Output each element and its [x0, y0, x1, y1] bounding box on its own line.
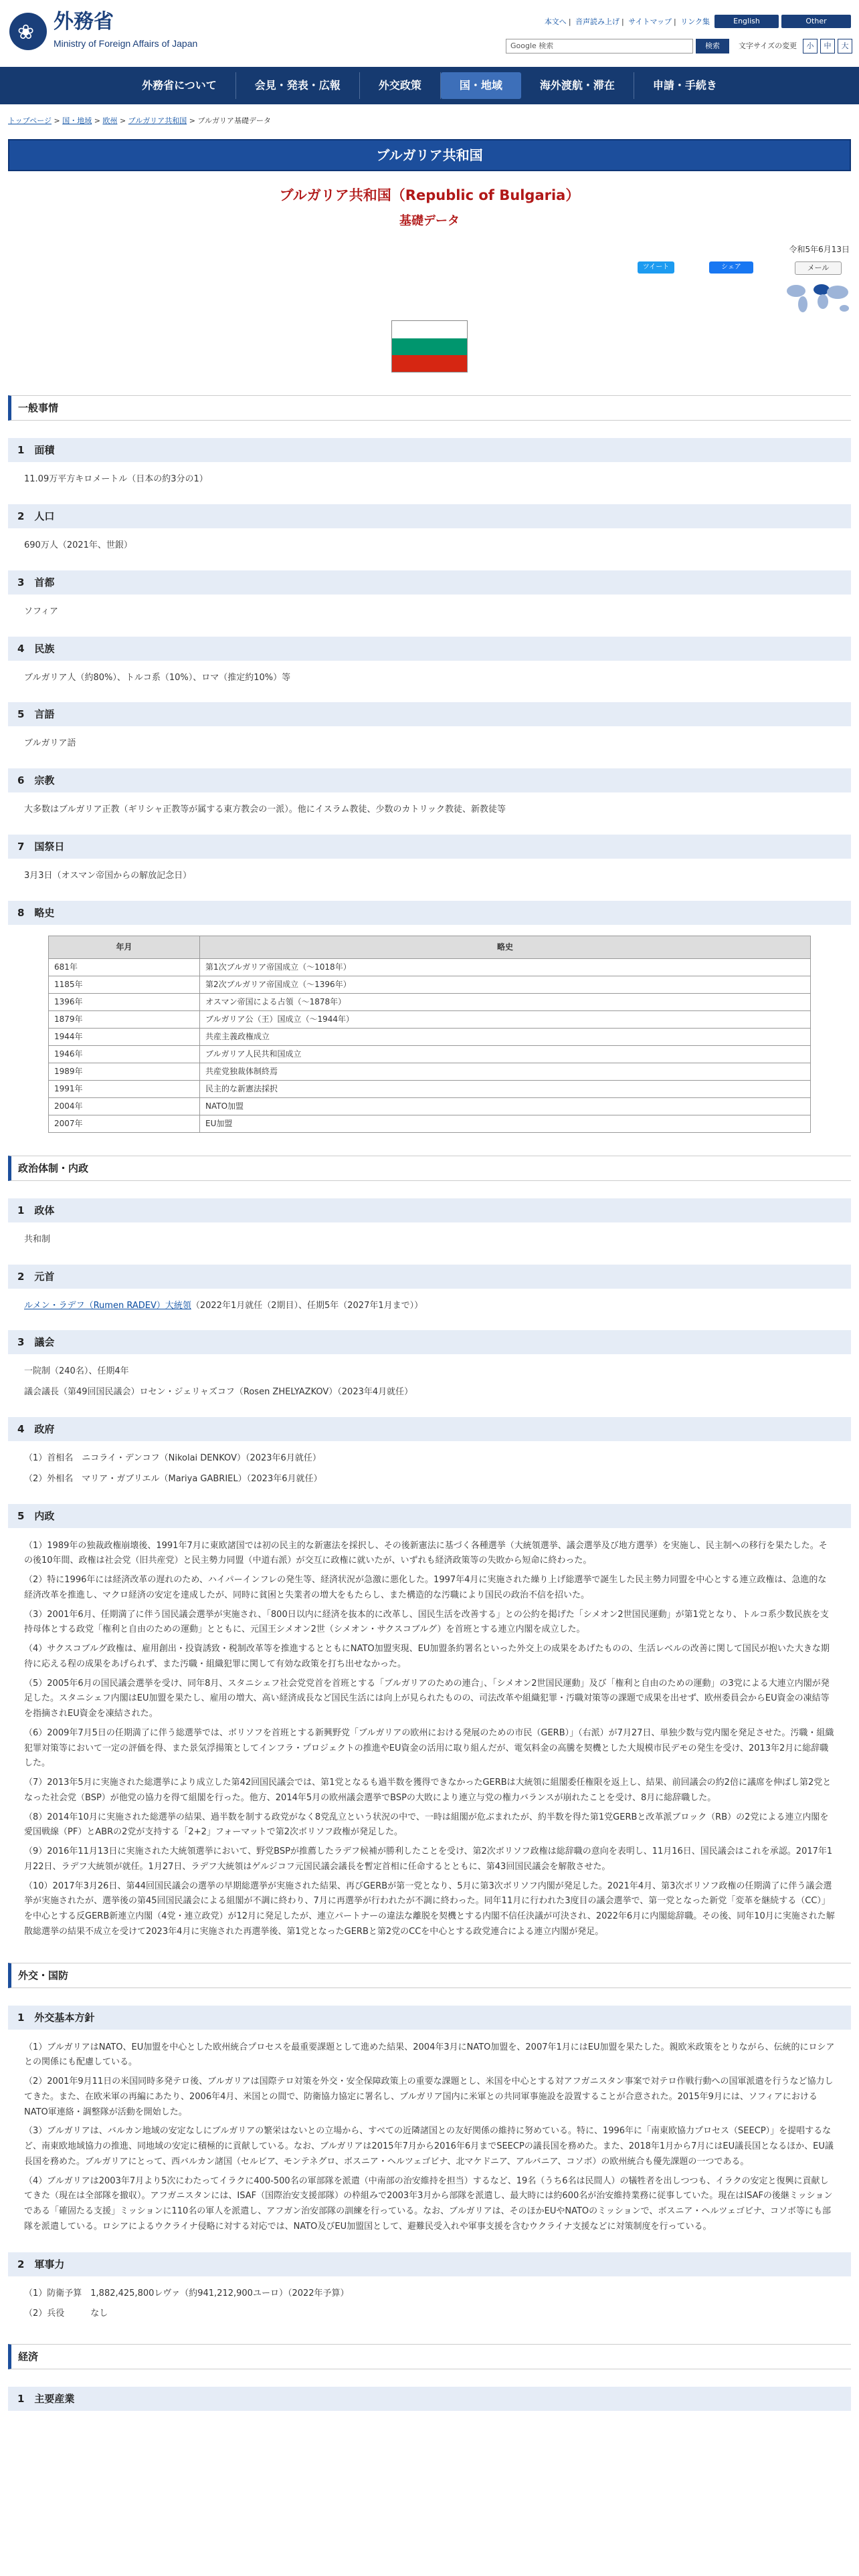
- section-general: [0, 395, 859, 1133]
- item-text: ブルガリア人（約80%）、トルコ系（10%）、ロマ（推定約10%）等: [24, 672, 291, 683]
- history-event-cell: ブルガリア公（王）国成立（～1944年）: [200, 1010, 811, 1028]
- section-title-diplomacy: 外交・国防: [8, 1963, 851, 1988]
- english-button[interactable]: English: [714, 15, 779, 28]
- section-economy: [0, 2344, 859, 2411]
- util-link-links[interactable]: リンク集: [680, 17, 710, 26]
- bulgaria-flag: [391, 320, 468, 372]
- table-row: [49, 1028, 811, 1045]
- paragraph: （4）サクスコブルグ政権は、雇用創出・投資誘致・税制改革等を推進するとともにNATO加盟実現、EU加盟条約署名といった外交上の成果をあげたものの、生活レベルの改善に関して国民が抱いた大きな期待に応える程の成果をあげられず、また汚職・組織犯罪に関して有効な政策を打ち出せなかった。: [24, 1644, 830, 1669]
- history-year-cell: 1396年: [49, 993, 200, 1010]
- breadcrumb-current: ブルガリア基礎データ: [197, 116, 272, 125]
- site-header: [0, 0, 859, 67]
- nav-about[interactable]: 外務省について: [123, 72, 236, 99]
- facebook-share-button[interactable]: シェア: [709, 261, 753, 274]
- item-general: [0, 438, 859, 487]
- mail-button[interactable]: メール: [795, 261, 842, 275]
- table-row: [49, 1115, 811, 1132]
- item-general: [0, 570, 859, 619]
- global-nav: [0, 67, 859, 104]
- item-text: （1）首相名 ニコライ・デンコフ（Nikolai DENKOV）（2023年6月就任）: [24, 1453, 321, 1463]
- item-industry: [0, 2387, 859, 2411]
- history-event-cell: ブルガリア人民共和国成立: [200, 1045, 811, 1063]
- font-size-small-button[interactable]: 小: [803, 39, 818, 53]
- item-history: [0, 901, 859, 1133]
- item-text: 一院制（240名）、任期4年: [24, 1366, 129, 1377]
- paragraph: （4）ブルガリアは2003年7月より5次にわたってイラクに400-500名の軍部隊を派遣（中南部の治安維持を担当）するなど、19名（うち6名は民間人）の犠牲者を出しつつも、イラクの安定と復興に貢献してきた（現在は全部隊を撤収）。アフガニスタンには、ISAF（国際治安支援部隊）の枠組みで2003年3月から部隊を派遣し、最大時には約600名が治安維持業務に従事していた。現在はISAFの後継ミッションである「確固たる支援」ミッションに110名の軍人を派遣し、アフガン治安部隊の訓練を行っている。なお、ブルガリアは、そのほかEUやNATOのミッションで、ボスニア・ヘルツェゴビナ、コソボ等にも部隊を派遣している。ロシアによるウクライナ侵略に対する対応では、NATO及びEU加盟国として、避難民受入れや軍事支援を含むウクライナ支援などに対策制度を行っている。: [24, 2175, 833, 2232]
- item-text: 11.09万平方キロメートル（日本の約3分の1）: [24, 474, 208, 485]
- history-year-cell: 1989年: [49, 1063, 200, 1080]
- item-title-government: 4 政府: [8, 1417, 851, 1441]
- history-event-cell: NATO加盟: [200, 1097, 811, 1115]
- history-event-cell: 民主的な新憲法採択: [200, 1080, 811, 1097]
- paragraph: （2）2001年9月11日の米国同時多発テロ後、ブルガリアは国際テロ対策を外交・安全保障政策上の重要な課題とし、米国を中心とする対アフガニスタン事案で対テロ作戦行動への国軍派遣を行うなど協力してきた。また、在欧米軍の再編にあたり、2006年4月、米国との間で、防衛協力協定に署名し、ブルガリア国内に米軍との共同軍事施設を設置することが合意された。2015年9月には、ソフィアにおけるNATO軍連絡・調整隊が活動を開始した。: [24, 2076, 834, 2117]
- item-polity: [0, 1198, 859, 1247]
- history-event-cell: 第1次ブルガリア帝国成立（～1018年）: [200, 958, 811, 976]
- table-row: [49, 976, 811, 993]
- table-row: [49, 1063, 811, 1080]
- item-general: [0, 768, 859, 817]
- table-row: [49, 1080, 811, 1097]
- section-diplomacy: [0, 1963, 859, 2322]
- paragraph: （1）ブルガリアはNATO、EU加盟を中心とした欧州統合プロセスを最重要課題として進めた結果、2004年3月にNATO加盟を、2007年1月にはEU加盟を果たした。親欧米政策をとりながら、伝統的にロシアとの関係にも配慮している。: [24, 2042, 835, 2068]
- item-text: 議会議長（第49回国民議会）ロセン・ジェリャズコフ（Rosen ZHELYAZKOV）（2023年4月就任）: [24, 1387, 413, 1398]
- item-text: ブルガリア語: [24, 738, 76, 749]
- item-title: 5 言語: [8, 702, 851, 726]
- nav-policy[interactable]: 外交政策: [360, 72, 441, 99]
- paragraph: （1）1989年の独裁政権崩壊後、1991年7月に東欧諸国では初の民主的な新憲法を採択し、その後新憲法に基づく各種選挙（大統領選挙、議会選挙及び地方選挙）を実施し、民主制への移行を果たした。その後10年間、政権は社会党（旧共産党）と民主勢力同盟（中道右派）が交互に政権に就いたが、いずれも経済政策等の失敗から短命に終わった。: [24, 1540, 828, 1566]
- page-subtitle: 基礎データ: [399, 214, 460, 229]
- section-politics: [0, 1156, 859, 1940]
- paragraph: （8）2014年10月に実施された総選挙の結果、過半数を制する政党がなく8党乱立という状況の中で、一時は組閣が危ぶまれたが、約半数を得た第1党GERBと改革派ブロック（RB）の2党による連立内閣を愛国戦線（PF）とABRの2党が支持する「2+2」フォーマットで第2次ボリソフ政権が発足した。: [24, 1812, 829, 1838]
- table-row: [49, 1045, 811, 1063]
- paragraph: （2）特に1996年には経済改革の遅れのため、ハイパーインフレの発生等、経済状況が急激に悪化した。1997年4月に実施された繰り上げ総選挙で誕生した民主勢力同盟を中心とする連立政権は、急進的な経済改革を推進し、マクロ経済の安定を達成したが、同時に貧困と失業者の増大をもたらし、また構造的な汚職により国民の政治不信を招いた。: [24, 1575, 827, 1600]
- history-event-cell: オスマン帝国による占領（～1878年）: [200, 993, 811, 1010]
- item-title-military: 2 軍事力: [8, 2252, 851, 2276]
- paragraph: （3）ブルガリアは、バルカン地域の安定なしにブルガリアの繁栄はないとの立場から、すべての近隣諸国との友好関係の維持に努めている。特に、1996年に「南東欧協力プロセス（SEECP）」を提唱するなど、南東欧地域協力の推進、同地域の安定に積極的に貢献している。なお、ブルガリアは2015年7月から2016年6月までSEECPの議長国を務めた。また、2018年1月から7月にはEU議長国となるほか、EU議長国を務めた。ブルガリアにとって、西バルカン諸国（セルビア、モンテネグロ、ボスニア・ヘルツェゴビナ、北マケドニア、アルバニア、コソボ）の欧州統合も優先課題の一つである。: [24, 2126, 834, 2167]
- item-text: 690万人（2021年、世銀）: [24, 540, 132, 550]
- item-title-domestic: 5 内政: [8, 1504, 851, 1528]
- history-table: [48, 936, 811, 1133]
- font-size-medium-button[interactable]: 中: [820, 39, 835, 53]
- history-year-cell: 1944年: [49, 1028, 200, 1045]
- history-header-year: 年月: [49, 936, 200, 958]
- utility-links: 本文へ | 音声読み上げ | サイトマップ | リンク集: [544, 17, 710, 26]
- item-text: 3月3日（オスマン帝国からの解放記念日）: [24, 870, 192, 881]
- world-map-icon: [783, 279, 852, 316]
- item-title-parliament: 3 議会: [8, 1330, 851, 1354]
- util-link-main[interactable]: 本文へ: [544, 17, 567, 26]
- emblem-icon: [9, 13, 47, 50]
- history-year-cell: 1879年: [49, 1010, 200, 1028]
- item-text: （2）外相名 マリア・ガブリエル（Mariya GABRIEL）（2023年6月就任）: [24, 1473, 322, 1484]
- item-text: ソフィア: [24, 606, 58, 617]
- item-text: （1）防衛予算 1,882,425,800レヴァ（約941,212,900ユーロ）（2022年予算）: [24, 2288, 349, 2298]
- flag-stripe-white: [392, 321, 467, 338]
- nav-travel[interactable]: 海外渡航・滞在: [521, 72, 634, 99]
- paragraph: （9）2016年11月13日に実施された大統領選挙において、野党BSPが推薦したラデフ候補が勝利したことを受け、第2次ボリソフ政権は総辞職の意向を表明し、11月16日、国民議会はこれを承認。2017年1月22日、ラデフ大統領が就任。1月27日、ラデフ大統領はゲルジコフ元国民議会議長を暫定首相に任命するとともに、第43回国民議会を解散させた。: [24, 1846, 833, 1872]
- logo-subtitle: Ministry of Foreign Affairs of Japan: [54, 38, 198, 49]
- president-link[interactable]: ルメン・ラデフ（Rumen RADEV）大統領: [24, 1300, 191, 1311]
- other-languages-button[interactable]: Other Languages: [781, 15, 851, 28]
- history-event-cell: 共産主義政権成立: [200, 1028, 811, 1045]
- item-military: [0, 2252, 859, 2322]
- publish-date: 令和5年6月13日: [789, 244, 850, 254]
- nav-countries[interactable]: 国・地域: [441, 72, 521, 99]
- nav-press[interactable]: 会見・発表・広報: [236, 72, 360, 99]
- item-title: 6 宗教: [8, 768, 851, 792]
- font-size-label: 文字サイズの変更: [739, 41, 797, 50]
- item-title-history: 8 略史: [8, 901, 851, 925]
- history-event-cell: EU加盟: [200, 1115, 811, 1132]
- history-year-cell: 1991年: [49, 1080, 200, 1097]
- item-government: [0, 1417, 859, 1487]
- item-foreign-policy: [0, 2006, 859, 2235]
- table-row: [49, 1010, 811, 1028]
- search-input[interactable]: Google 検索: [506, 39, 693, 53]
- item-title-foreign-policy: 1 外交基本方針: [8, 2006, 851, 2030]
- paragraph: （5）2005年6月の国民議会選挙を受け、同年8月、スタニシェフ社会党党首を首班とする「ブルガリアのための連合」、「シメオン2世国民運動」及び「権利と自由のための運動」の3党による大連立内閣が発足した。スタニシェフ内閣はEU加盟を果たし、雇用の増大、高い経済成長など国民生活には向上が見られたものの、司法改革や組織犯罪・汚職対策等の課題で成果を出せず、欧州委員会からEU資金の凍結等を指摘されEU資金を凍結された。: [24, 1678, 830, 1719]
- item-title: 1 面積: [8, 438, 851, 462]
- breadcrumb-bulgaria[interactable]: ブルガリア共和国: [128, 116, 187, 125]
- item-title: 4 民族: [8, 637, 851, 661]
- item-title: 7 国祭日: [8, 835, 851, 859]
- section-title-politics: 政治体制・内政: [8, 1156, 851, 1181]
- history-year-cell: 1185年: [49, 976, 200, 993]
- item-text: （2）兵役 なし: [24, 2309, 108, 2319]
- table-row: [49, 1097, 811, 1115]
- item-title-polity: 1 政体: [8, 1198, 851, 1222]
- history-year-cell: 2007年: [49, 1115, 200, 1132]
- util-link-sitemap[interactable]: サイトマップ: [628, 17, 672, 26]
- flag-stripe-red: [392, 355, 467, 372]
- history-event-cell: 共産党独裁体制終焉: [200, 1063, 811, 1080]
- history-year-cell: 1946年: [49, 1045, 200, 1063]
- item-general: [0, 702, 859, 751]
- item-text: 大多数はブルガリア正教（ギリシャ正教等が属する東方教会の一派）。他にイスラム教徒、少数のカトリック教徒、新教徒等: [24, 804, 506, 815]
- item-title-head-of-state: 2 元首: [8, 1265, 851, 1289]
- table-row: [49, 958, 811, 976]
- section-title-general: 一般事情: [8, 395, 851, 421]
- section-title-economy: 経済: [8, 2344, 851, 2369]
- item-head-of-state: [0, 1265, 859, 1313]
- paragraph: （6）2009年7月5日の任期満了に伴う総選挙では、ボリソフを首班とする新興野党「ブルガリアの欧州における発展のための市民（GERB）」（右派）が7月27日、単独少数与党内閣を発足させた。汚職・組織犯罪対策等において一定の評価を得、また景気浮揚策としてインフラ・プロジェクトの推進やEU資金の活用に取り組んだが、電気料金の高騰を契機とした大規模市民デモの発生を受け、2013年2月に総辞職した。: [24, 1727, 834, 1769]
- item-general: [0, 835, 859, 883]
- item-text: 共和制: [24, 1234, 51, 1245]
- site-logo[interactable]: [9, 12, 197, 51]
- breadcrumb-europe[interactable]: 欧州: [102, 116, 118, 125]
- item-title-industry: 1 主要産業: [8, 2387, 851, 2411]
- search-button[interactable]: 検索: [696, 39, 729, 53]
- share-row: [0, 256, 859, 302]
- table-row: [49, 993, 811, 1010]
- util-link-voice[interactable]: 音声読み上げ: [575, 17, 620, 26]
- logo-title: 外務省: [54, 10, 114, 33]
- breadcrumb-top[interactable]: トップページ: [8, 116, 52, 125]
- president-term: （2022年1月就任（2期目）、任期5年（2027年1月まで））: [191, 1300, 423, 1311]
- country-banner: ブルガリア共和国: [8, 139, 851, 171]
- history-year-cell: 2004年: [49, 1097, 200, 1115]
- breadcrumb: トップページ > 国・地域 > 欧州 > ブルガリア共和国 > ブルガリア基礎データ: [8, 116, 272, 125]
- item-domestic: [0, 1504, 859, 1940]
- page-title: ブルガリア共和国（Republic of Bulgaria）: [279, 187, 580, 203]
- breadcrumb-countries[interactable]: 国・地域: [62, 116, 92, 125]
- nav-procedures[interactable]: 申請・手続き: [652, 79, 717, 92]
- history-event-cell: 第2次ブルガリア帝国成立（～1396年）: [200, 976, 811, 993]
- font-size-large-button[interactable]: 大: [838, 39, 852, 53]
- tweet-button[interactable]: ツイート: [638, 261, 674, 274]
- paragraph: （7）2013年5月に実施された総選挙により成立した第42回国民議会では、第1党となるも過半数を獲得できなかったGERBは大統領に組閣委任権限を返上し、結果、前回議会の約2倍に議席を伸ばし第2党となった社会党（BSP）が他党の協力を得て組閣を行った。他方、2014年5月の欧州議会選挙でBSPの大敗により連立与党の権力バランスが崩れたことを受け、8月に総辞職した。: [24, 1778, 832, 1803]
- item-parliament: [0, 1330, 859, 1400]
- flag-stripe-green: [392, 338, 467, 355]
- paragraph: （10）2017年3月26日、第44回国民議会の選挙の早期総選挙が実施された結果、再びGERBが第一党となり、5月に第3次ボリソフ内閣が発足した。2021年4月、第3次ボリソフ政権の任期満了に伴う議会選挙が実施されたが、選挙後の第45回国民議会による組閣が不調に終わり、7月に再選挙が行われたが不調に終わった。同年11月に行われた3度目の議会選挙で、第一党となった新党「変革を継続する（CC）」を中心とする反GERB新連立内閣（4党・連立政党）が12月に発足したが、連立パートナーの違法な離脱を契機とする内閣不信任決議が可決され、2022年6月に内閣総辞職。その後、同年10月に実施された解散総選挙の結果不成立を受けて2023年4月に実施された再選挙後、第1党となったGERBと第2党のCCを中心とする政党連合による連立内閣が発足。: [24, 1881, 835, 1937]
- item-title: 3 首都: [8, 570, 851, 595]
- history-year-cell: 681年: [49, 958, 200, 976]
- item-title: 2 人口: [8, 504, 851, 528]
- item-general: [0, 637, 859, 685]
- paragraph: （3）2001年6月、任期満了に伴う国民議会選挙が実施され、「800日以内に経済を抜本的に改革し、国民生活を改善する」との公約を掲げた「シメオン2世国民運動」が第1党となり、トルコ系少数民族を支持母体とする政党「権利と自由のための運動」とともに、元国王シメオン2世（シメオン・サクスコブルグ）を首班とする連立内閣を成立した。: [24, 1609, 829, 1635]
- history-header-event: 略史: [200, 936, 811, 958]
- item-general: [0, 504, 859, 553]
